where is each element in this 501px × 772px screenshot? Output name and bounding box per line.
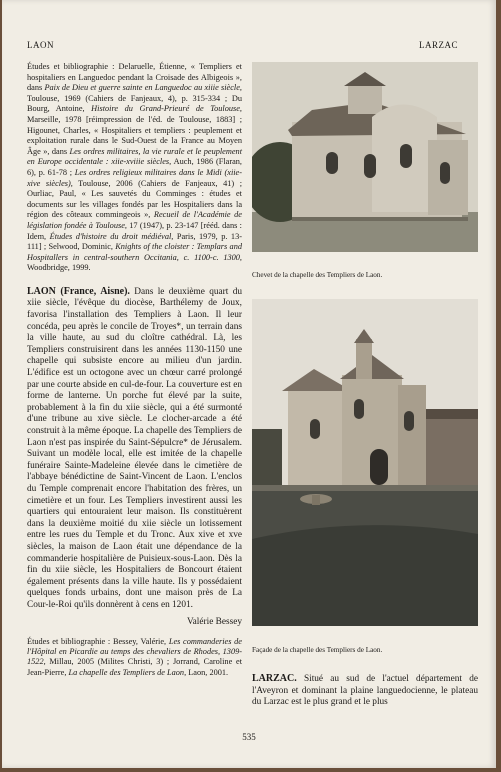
right-column: [252, 62, 478, 708]
running-head-left: LAON: [27, 40, 54, 50]
larzac-entry-body: Situé au sud de l'actuel département de l'Aveyron et dominant la plaine languedocienne, le plateau du Larzac est le plus grand et le plus: [252, 674, 478, 708]
running-head-right: LARZAC: [419, 40, 458, 50]
bibliography-laon: Études et bibliographie : Bessey, Valérie, Les commanderies de l'Hôpital en Picardie au temps des chevaliers de Rhodes, 1309-1522, Millau, 2005 (Milites Christi, 3) ; Jorrand, Caroline et Jean-Pierre, La chapelle des Templiers de Laon, Laon, 2001.: [27, 636, 242, 677]
chapel-facade-photo: [252, 299, 478, 626]
laon-entry-heading: LAON (France, Aisne).: [27, 285, 130, 297]
photo2-caption: Façade de la chapelle des Templiers de Laon.: [252, 646, 383, 654]
chapel-chevet-photo: [252, 62, 478, 252]
left-column: [27, 62, 242, 678]
author-signature: Valérie Bessey: [187, 616, 242, 627]
chapel-chevet-illustration: [252, 62, 478, 252]
chapel-facade-illustration: [252, 299, 478, 626]
bibliography-previous-entry: Études et bibliographie : Delaruelle, Étienne, « Templiers et hospitaliers en Languedoc pendant la Croisade des Albigeois », dans Paix de Dieu et guerre sainte en Languedoc au xiiie siècle, Toulouse, 1969 (Cahiers de Fanjeaux, 4), p. 315-334 ; Du Bourg, Antoine, Histoire du Grand-Prieuré de Toulouse, Marseille, 1978 [réimpression de l'éd. de Toulouse, 1883] ; Higounet, Charles, « Hospitaliers et templiers : peuplement et exploitation rurale dans le Sud-Ouest de la France au Moyen Âge », dans Les ordres militaires, la vie rurale et le peuplement en Europe occidentale : xiie-xviiie siècles, Auch, 1986 (Flaran, 6), p. 61-78 ; Les ordres religieux militaires dans le Midi (xiie-xive siècles), Toulouse, 2006 (Cahiers de Fanjeaux, 41) ; Ourliac, Paul, « Les sauvetés du Comminges : études et documents sur les villages fondés par les Hospitaliers dans la région des côteaux commingeois », Recueil de l'Académie de législation fondée à Toulouse, 17 (1947), p. 23-147 [rééd. dans : Idem, Études d'histoire du droit médiéval, Paris, 1979, p. 13-111] ; Selwood, Dominic, Knights of the cloister : Templars and Hospitallers in central-southern Occitania, c. 1100-c. 1300, Woodbridge, 1999.: [27, 62, 242, 273]
laon-entry: [27, 286, 242, 612]
larzac-entry-heading: LARZAC.: [252, 673, 297, 684]
larzac-entry: [252, 673, 478, 709]
laon-entry-body: Dans le deuxième quart du xiie siècle, l'évêque du diocèse, Barthélemy de Joux, favorisa l'installation des Templiers à Laon. Il leur concéda, peu après le concile de Troyes*, un terrain dans la ville haute, au sud du cloître cathédral. Là, les Templiers construisirent dans les années 1130-1150 une chapelle qui subsiste encore au milieu d'un jardin. L'édifice est un octogone avec un chœur carré prolongé par une courte abside en cul-de-four. La couverture est en forme de lanterne. Un porche fut élevé par la suite, probablement à la fin du xiie siècle, qui a été surmonté d'une tribune au xive siècle. Le clocher-arcade a été construit à la même époque. La chapelle des Templiers de Laon n'est pas inspirée du Saint-Sépulcre* de Jérusalem. Suivant un modèle local, elle est imitée de la chapelle funéraire Sainte-Madeleine élevée dans le cimetière de l'abbaye bénédictine de Saint-Vincent de Laon. L'enclos du Temple comprenait encore l'habitation des frères, un cimetière et un four. Les Templiers investirent aussi les quartiers qui entouraient leur maison. Ils constituèrent dans la deuxième moitié du xiie siècle un lotissement entre les rues du Temple et du Tronc. Aux xive et xve siècles, la maison de Laon était une dépendance de la commanderie hospitalière de Puisieux-sous-Laon. Dès la fin du xiie siècle, les Hospitaliers de Boncourt étaient également présents dans la ville haute. Ils y possédaient quelques fonds urbains, dont une maison près de La Cour-le-Roi qu'ils donnèrent à cens en 1201.: [27, 286, 242, 610]
page-number: 535: [242, 732, 256, 742]
book-page: [2, 0, 496, 768]
photo1-caption: Chevet de la chapelle des Templiers de Laon.: [252, 271, 383, 279]
